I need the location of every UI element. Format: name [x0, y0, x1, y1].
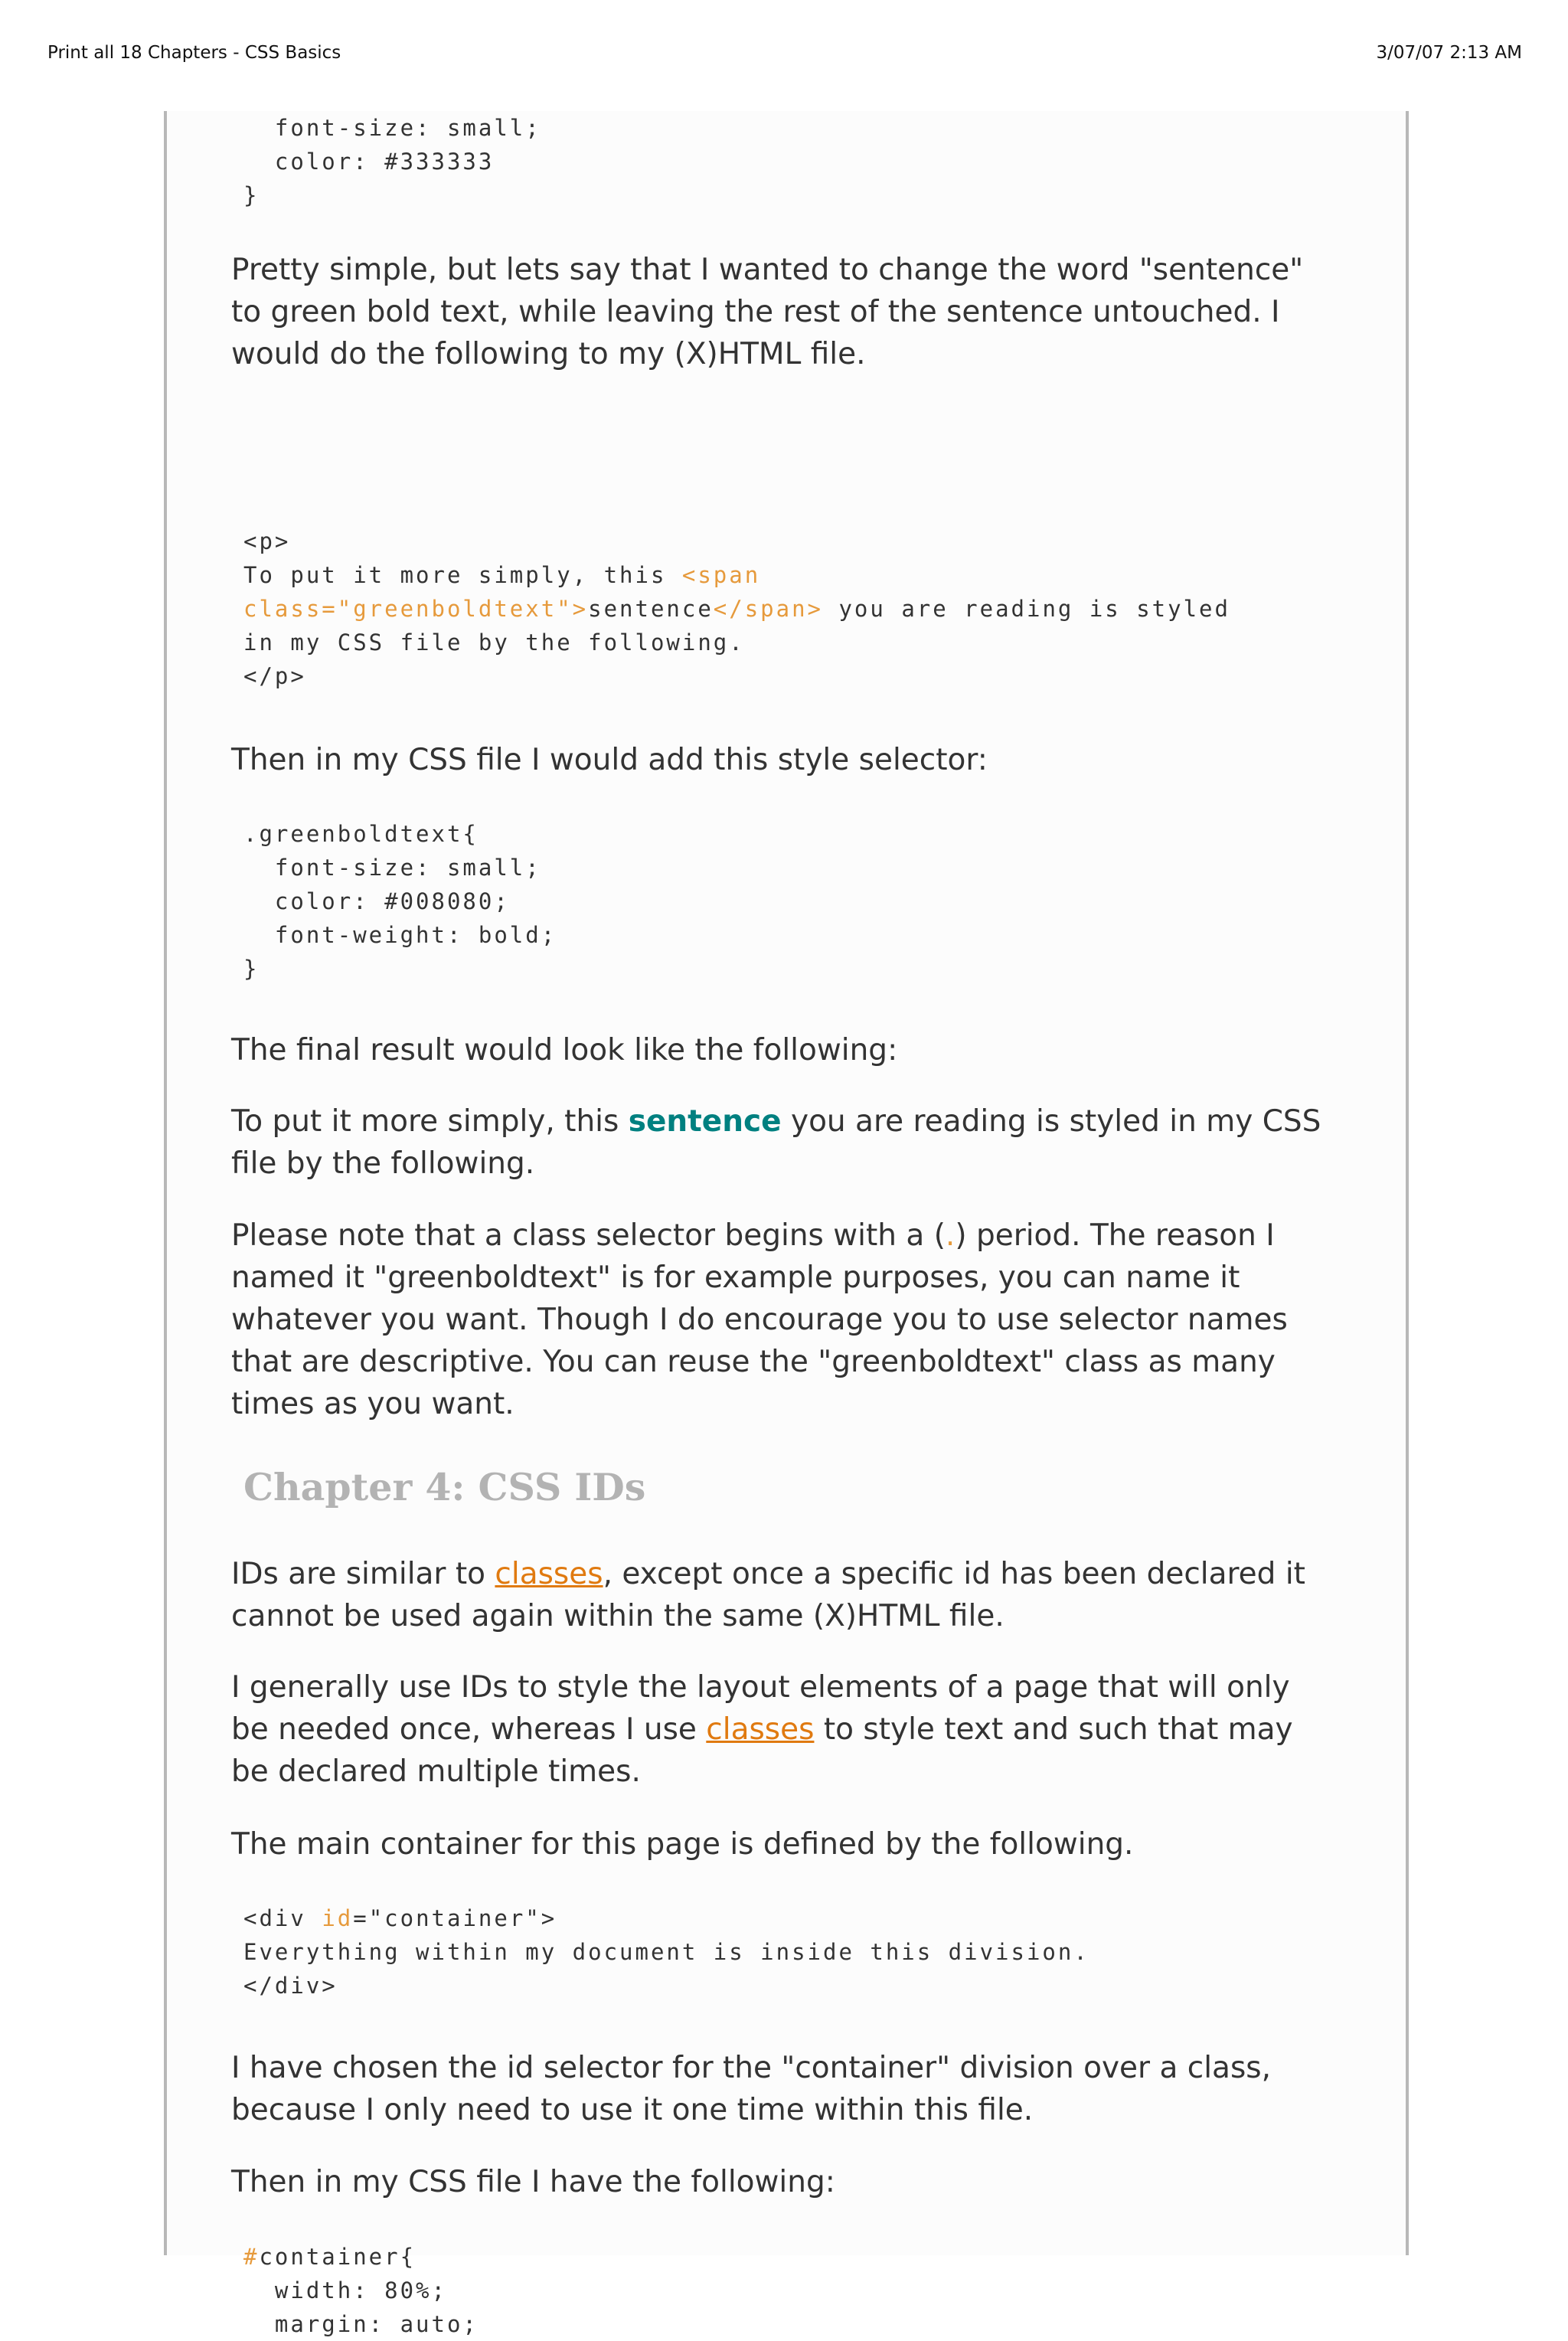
- paragraph-intro: Pretty simple, but lets say that I wanted to change the word "sentence" to green bold text, while leaving the rest of the sentence untouched. I would do the following to my (X)HTML file.: [231, 253, 1304, 371]
- code-line: }: [243, 956, 260, 982]
- print-header-title: Print all 18 Chapters - CSS Basics: [47, 43, 341, 63]
- code-line: </div>: [243, 1973, 338, 1999]
- paragraph-css-following: Then in my CSS file I have the following:: [231, 2165, 835, 2199]
- paragraph-main-container: The main container for this page is defined by the following.: [231, 1827, 1134, 1862]
- code-tag: class="greenboldtext">: [243, 596, 589, 622]
- text-run: Please note that a class selector begins with a (: [231, 1218, 946, 1253]
- print-header: [0, 43, 1568, 74]
- code-line: To put it more simply, this: [243, 562, 682, 588]
- code-line: container{: [259, 2244, 416, 2270]
- chapter-4-heading: Chapter 4: CSS IDs: [243, 1465, 646, 1509]
- paragraph-css-selector: Then in my CSS file I would add this style selector:: [231, 743, 988, 777]
- code-line: width: 80%;: [243, 2277, 447, 2303]
- paragraph-id-choice: I have chosen the id selector for the "container" division over a class, because I only need to use it one time within this file.: [231, 2051, 1271, 2127]
- code-hash: #: [243, 2244, 260, 2270]
- code-line: Everything within my document is inside this division.: [243, 1939, 1089, 1965]
- classes-link[interactable]: classes: [495, 1557, 603, 1591]
- code-line: font-weight: bold;: [243, 922, 557, 948]
- text-run: , except once a specific id has been declared it cannot be used again within the same (X)HTML file.: [231, 1557, 1305, 1633]
- code-tag: </span>: [713, 596, 824, 622]
- code-line: .greenboldtext{: [243, 821, 479, 847]
- code-line: </p>: [243, 663, 306, 689]
- paragraph-final-result: The final result would look like the following:: [231, 1033, 898, 1068]
- code-block-css-rule: [231, 111, 1346, 212]
- paragraph-ids-intro: [231, 1553, 1334, 1637]
- code-block-greenboldtext: [231, 817, 1346, 986]
- green-bold-sentence: sentence: [628, 1104, 782, 1139]
- text-run: To put it more simply, this: [231, 1104, 629, 1139]
- code-line: color: #008080;: [243, 888, 510, 914]
- code-line: ="container">: [353, 1905, 557, 1931]
- code-line: in my CSS file by the following.: [243, 629, 745, 656]
- code-line: <p>: [243, 528, 291, 554]
- code-tag: <span: [681, 562, 761, 588]
- text-run: you are reading is styled in my CSS file by the following.: [231, 1104, 1321, 1181]
- text-run: IDs are similar to: [231, 1557, 495, 1591]
- code-line: font-size: small;: [243, 855, 541, 881]
- code-line: margin: auto;: [243, 2311, 479, 2337]
- code-line: color: #333333: [243, 149, 495, 175]
- page-container: [164, 111, 1409, 2337]
- paragraph-class-note: [231, 1215, 1334, 1425]
- classes-link[interactable]: classes: [706, 1712, 815, 1747]
- code-line: }: [243, 182, 260, 208]
- code-word: sentence: [588, 596, 714, 622]
- text-run: I generally use IDs to style the layout elements of a page that will only be needed once, whereas I use: [231, 1670, 1290, 1747]
- print-header-date: 3/07/07 2:13 AM: [1376, 43, 1522, 63]
- code-line: <div: [243, 1905, 322, 1931]
- text-run: ) period. The reason I named it "greenboldtext" is for example purposes, you can name it whatever you want. Though I do encourage you to use selector names that are descriptive. You can reuse the "greenboldtext" class as many times as you want.: [231, 1218, 1288, 1421]
- code-block-div-container: [231, 1901, 1346, 2003]
- code-line: you are reading is styled: [823, 596, 1230, 622]
- code-block-container-css: [231, 2240, 1346, 2341]
- code-block-html-span: [231, 525, 1346, 693]
- text-run: to style text and such that may be declared multiple times.: [231, 1712, 1293, 1789]
- paragraph-ids-usage: [231, 1666, 1334, 1793]
- paragraph-example-output: [231, 1100, 1334, 1185]
- code-attr: id: [322, 1905, 354, 1931]
- code-line: font-size: small;: [243, 115, 541, 141]
- period-highlight: .: [945, 1218, 956, 1253]
